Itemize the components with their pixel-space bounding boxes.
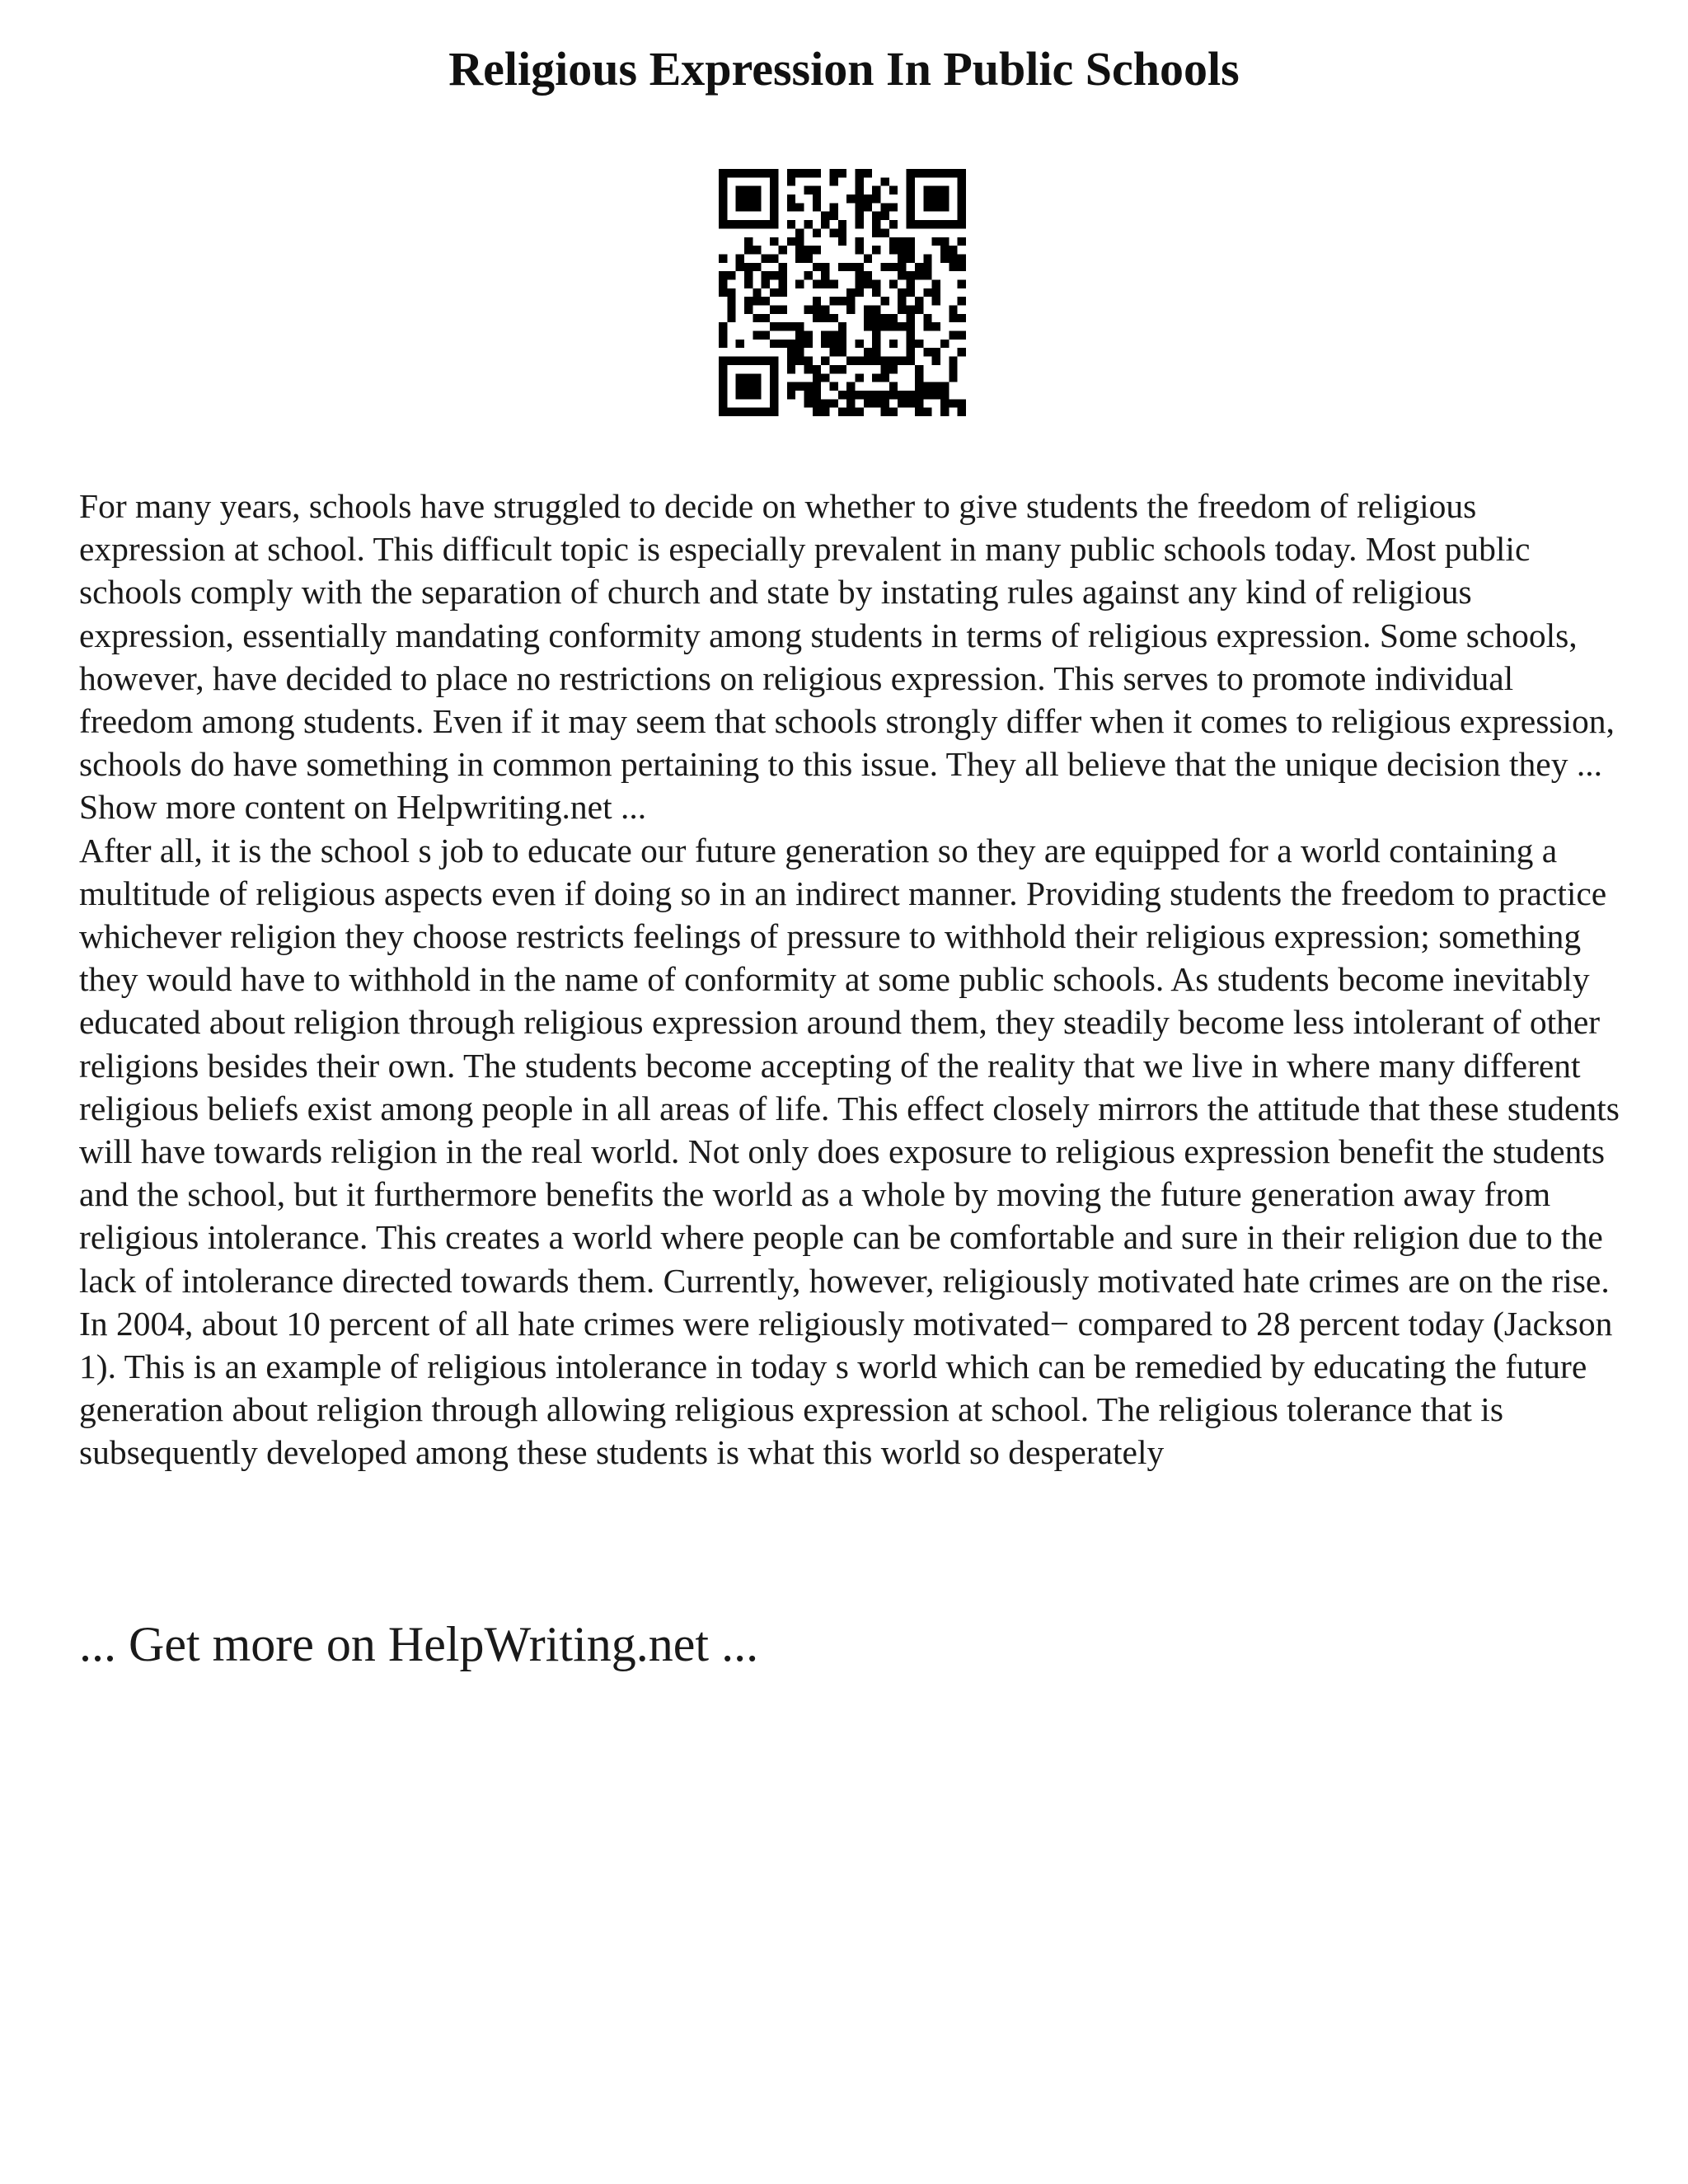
body-paragraph-2: After all, it is the school s job to educate our future generation so they are equipped for a world containing a multitude of religious aspects even if doing so in an indirect manner. Providing students the freedom to practice whichever religion they choose restricts feelings of pressure to withhold their religious expression; something they would have to withhold in the name of conformity at some public schools. As students become inevitably educated about religion through religious expression around them, they steadily become less intolerant of other religions besides their own. The students become accepting of the reality that we live in where many different religious beliefs exist among people in all areas of life. This effect closely mirrors the attitude that these students will have towards religion in the real world. Not only does exposure to religious expression benefit the students and the school, but it furthermore benefits the world as a whole by moving the future generation away from religious intolerance. This creates a world where people can be comfortable and sure in their religion due to the lack of intolerance directed towards them. Currently, however, religiously motivated hate crimes are on the rise. In 2004, about 10 percent of all hate crimes were religiously motivated− compared to 28 percent today (Jackson 1). This is an example of religious intolerance in today s world which can be remedied by educating the future generation about religion through allowing religious expression at school. The religious tolerance that is subsequently developed among these students is what this world so desperately: [79, 831, 1620, 1472]
document-body: [79, 485, 1620, 1474]
body-paragraph-1: For many years, schools have struggled to decide on whether to give students the freedom of religious expression at school. This difficult topic is especially prevalent in many public schools today. Most public schools comply with the separation of church and state by instating rules against any kind of religious expression, essentially mandating conformity among students in terms of religious expression. Some schools, however, have decided to place no restrictions on religious expression. This serves to promote individual freedom among students. Even if it may seem that schools strongly differ when it comes to religious expression, schools do have something in common pertaining to this issue. They all believe that the unique decision they ... Show more content on Helpwriting.net ...: [79, 487, 1615, 827]
document-title: Religious Expression In Public Schools: [448, 42, 1240, 96]
qr-code-icon[interactable]: [719, 169, 966, 416]
get-more-link[interactable]: ... Get more on HelpWriting.net ...: [79, 1617, 759, 1671]
